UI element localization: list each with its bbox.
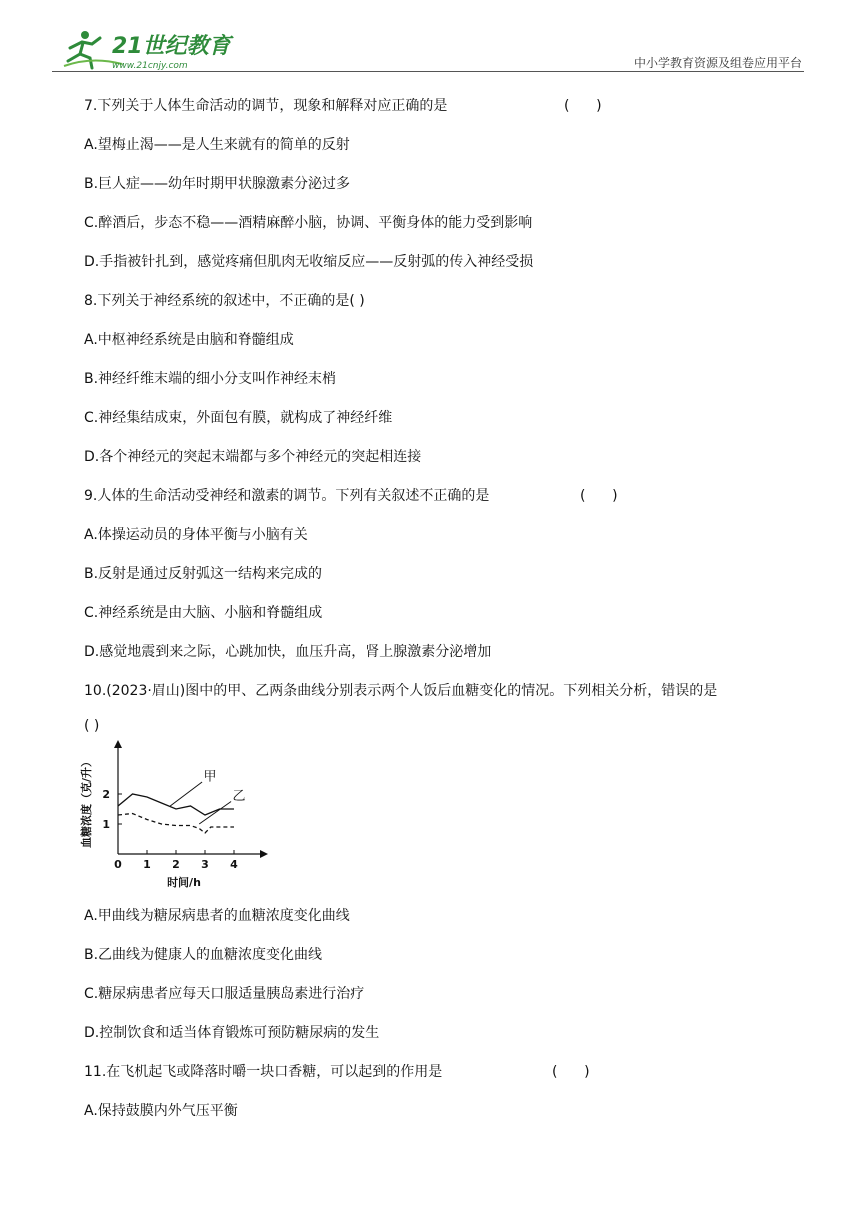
q7-option-a: A.望梅止渴——是人生来就有的简单的反射 [84,137,350,153]
q10-option-b: B.乙曲线为健康人的血糖浓度变化曲线 [84,947,323,963]
logo-text: 21世纪教育 [112,34,231,59]
q8-option-a: A.中枢神经系统是由脑和脊髓组成 [84,332,294,348]
q7-option-b: B.巨人症——幼年时期甲状腺激素分泌过多 [84,176,351,192]
q10-option-a: A.甲曲线为糖尿病患者的血糖浓度变化曲线 [84,908,350,924]
x-tick-label: 2 [172,858,180,871]
series-1-leader [170,782,202,806]
q7-answer-bracket: ( ) [564,98,602,114]
q7-option-c: C.醉酒后，步态不稳——酒精麻醉小脑，协调、平衡身体的能力受到影响 [84,215,533,231]
q11-stem: 11.在飞机起飞或降落时嚼一块口香糖，可以起到的作用是 [84,1064,443,1080]
page-header [0,0,860,76]
y-axis-label: 血糖浓度（克/升） [80,755,93,849]
x-tick-label: 3 [201,858,209,871]
q7-stem: 7.下列关于人体生命活动的调节，现象和解释对应正确的是 [84,98,448,114]
x-tick-label: 0 [114,858,122,871]
q10-stem: 10.(2023·眉山)图中的甲、乙两条曲线分别表示两个人饭后血糖变化的情况。下列相关分析，错误的是 [84,683,718,699]
q7-option-d: D.手指被针扎到，感觉疼痛但肌肉无收缩反应——反射弧的传入神经受损 [84,254,534,270]
q9-option-a: A.体操运动员的身体平衡与小脑有关 [84,527,308,543]
header-divider [52,71,804,72]
q10-option-d: D.控制饮食和适当体育锻炼可预防糖尿病的发生 [84,1025,380,1041]
q9-stem: 9.人体的生命活动受神经和激素的调节。下列有关叙述不正确的是 [84,488,490,504]
q9-option-c: C.神经系统是由大脑、小脑和脊髓组成 [84,605,323,621]
x-tick-label: 4 [230,858,238,871]
x-tick-label: 1 [143,858,151,871]
q9-answer-bracket: ( ) [580,488,618,504]
q8-option-b: B.神经纤维末端的细小分支叫作神经末梢 [84,371,337,387]
q8-option-c: C.神经集结成束，外面包有膜，就构成了神经纤维 [84,410,393,426]
q11-option-a: A.保持鼓膜内外气压平衡 [84,1103,238,1119]
y-axis-arrow [114,740,122,748]
blood-glucose-chart [80,740,274,892]
site-logo [62,28,232,74]
platform-name: 中小学教育资源及组卷应用平台 [633,56,802,70]
y-tick-label: 2 [102,788,110,801]
q8-stem: 8.下列关于神经系统的叙述中，不正确的是( ) [84,293,365,309]
q9-option-d: D.感觉地震到来之际，心跳加快，血压升高，肾上腺激素分泌增加 [84,644,492,660]
series-2-leader [199,802,231,825]
q11-answer-bracket: ( ) [552,1064,590,1080]
logo-url: www.21cnjy.com [112,61,188,71]
q8-option-d: D.各个神经元的突起末端都与多个神经元的突起相连接 [84,449,422,465]
series-line-2 [118,814,234,834]
series-2-label: 乙 [232,789,246,804]
y-tick-label: 1 [102,818,110,831]
x-axis-label: 时间/h [167,876,201,889]
q10-option-c: C.糖尿病患者应每天口服适量胰岛素进行治疗 [84,986,365,1002]
series-1-label: 甲 [203,769,217,785]
q10-answer-bracket: ( ) [84,718,100,734]
x-axis-arrow [260,850,268,858]
q9-option-b: B.反射是通过反射弧这一结构来完成的 [84,566,323,582]
